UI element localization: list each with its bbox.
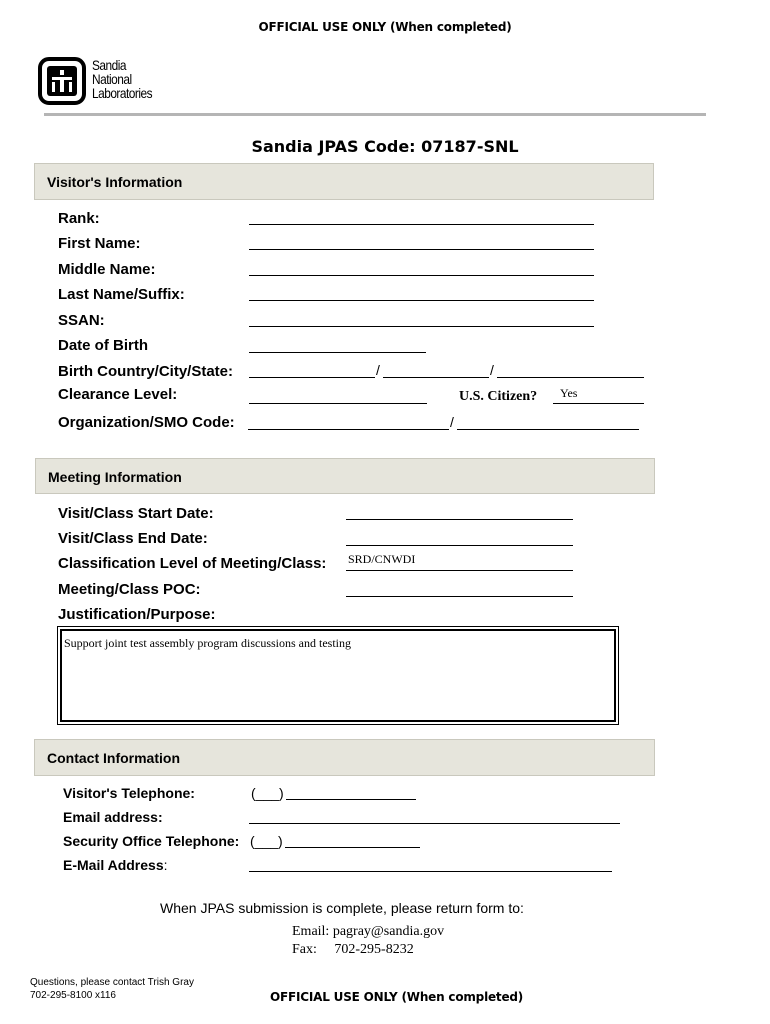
first-name-field[interactable] (249, 249, 594, 250)
email2-label: E-Mail Address (63, 857, 164, 873)
bottom-classification-banner: OFFICIAL USE ONLY (When completed) (270, 990, 524, 1004)
visitor-section-header (34, 163, 654, 200)
citizen-label: U.S. Citizen? (459, 389, 538, 404)
meeting-section-header (35, 458, 655, 494)
birth-country-field[interactable] (249, 377, 375, 378)
visitor-section-title: Visitor's Information (47, 174, 183, 190)
ssan-label: SSAN: (58, 312, 105, 329)
birth-separator-1: / (376, 362, 380, 378)
return-email: Email: pagray@sandia.gov (292, 924, 445, 939)
end-date-field[interactable] (346, 545, 573, 546)
footer-contact-name: Questions, please contact Trish Gray (30, 977, 194, 988)
thunderbird-icon (38, 57, 86, 105)
logo-line-1: Sandia (92, 57, 126, 73)
email2-field[interactable] (249, 871, 612, 872)
start-date-label: Visit/Class Start Date: (58, 505, 214, 522)
poc-label: Meeting/Class POC: (58, 581, 201, 598)
return-fax: Fax: 702-295-8232 (292, 942, 414, 957)
first-name-label: First Name: (58, 235, 141, 252)
middle-name-label: Middle Name: (58, 261, 156, 278)
contact-section-title: Contact Information (47, 750, 180, 766)
visitor-phone-label: Visitor's Telephone: (63, 785, 195, 801)
email-label: Email address: (63, 809, 163, 825)
page-title: Sandia JPAS Code: 07187-SNL (251, 137, 519, 156)
clearance-field[interactable] (249, 403, 427, 404)
last-name-label: Last Name/Suffix: (58, 286, 185, 303)
classification-level-label: Classification Level of Meeting/Class: (58, 555, 327, 572)
return-instruction: When JPAS submission is complete, please return form to: (160, 900, 524, 916)
last-name-field[interactable] (249, 300, 594, 301)
birth-state-field[interactable] (497, 377, 644, 378)
email2-label-wrap (63, 857, 168, 873)
sandia-logo (38, 57, 168, 107)
org-label: Organization/SMO Code: (58, 414, 235, 431)
birth-city-field[interactable] (383, 377, 489, 378)
citizen-field[interactable] (553, 403, 644, 404)
birth-separator-2: / (490, 362, 494, 378)
security-phone-field[interactable] (285, 847, 420, 848)
org-separator: / (450, 414, 454, 430)
justification-text: Support joint test assembly program discussions and testing (64, 636, 351, 650)
classification-level-value: SRD/CNWDI (348, 552, 416, 566)
meeting-section-title: Meeting Information (48, 469, 182, 485)
footer-contact-phone: 702-295-8100 x116 (30, 990, 116, 1001)
logo-line-3: Laboratories (92, 85, 153, 101)
classification-level-field[interactable] (346, 570, 573, 571)
end-date-label: Visit/Class End Date: (58, 530, 208, 547)
birth-place-label: Birth Country/City/State: (58, 363, 234, 380)
email2-colon: : (163, 857, 168, 873)
logo-line-2: National (92, 71, 132, 87)
dob-field[interactable] (249, 352, 426, 353)
security-phone-area-code: (___) (250, 833, 283, 849)
rank-field[interactable] (249, 224, 594, 225)
citizen-value: Yes (560, 386, 578, 400)
ssan-field[interactable] (249, 326, 594, 327)
visitor-phone-field[interactable] (286, 799, 416, 800)
header-rule (44, 113, 706, 116)
clearance-label: Clearance Level: (58, 386, 178, 403)
organization-field[interactable] (248, 429, 449, 430)
justification-label: Justification/Purpose: (58, 606, 216, 623)
email-field[interactable] (249, 823, 620, 824)
security-phone-label: Security Office Telephone: (63, 833, 240, 849)
contact-section-header (34, 739, 655, 776)
rank-label: Rank: (58, 210, 100, 227)
smo-code-field[interactable] (457, 429, 639, 430)
poc-field[interactable] (346, 596, 573, 597)
dob-label: Date of Birth (58, 337, 148, 354)
top-classification-banner: OFFICIAL USE ONLY (When completed) (258, 20, 512, 34)
visitor-phone-area-code: (___) (251, 785, 284, 801)
justification-box[interactable] (57, 626, 619, 725)
start-date-field[interactable] (346, 519, 573, 520)
middle-name-field[interactable] (249, 275, 594, 276)
